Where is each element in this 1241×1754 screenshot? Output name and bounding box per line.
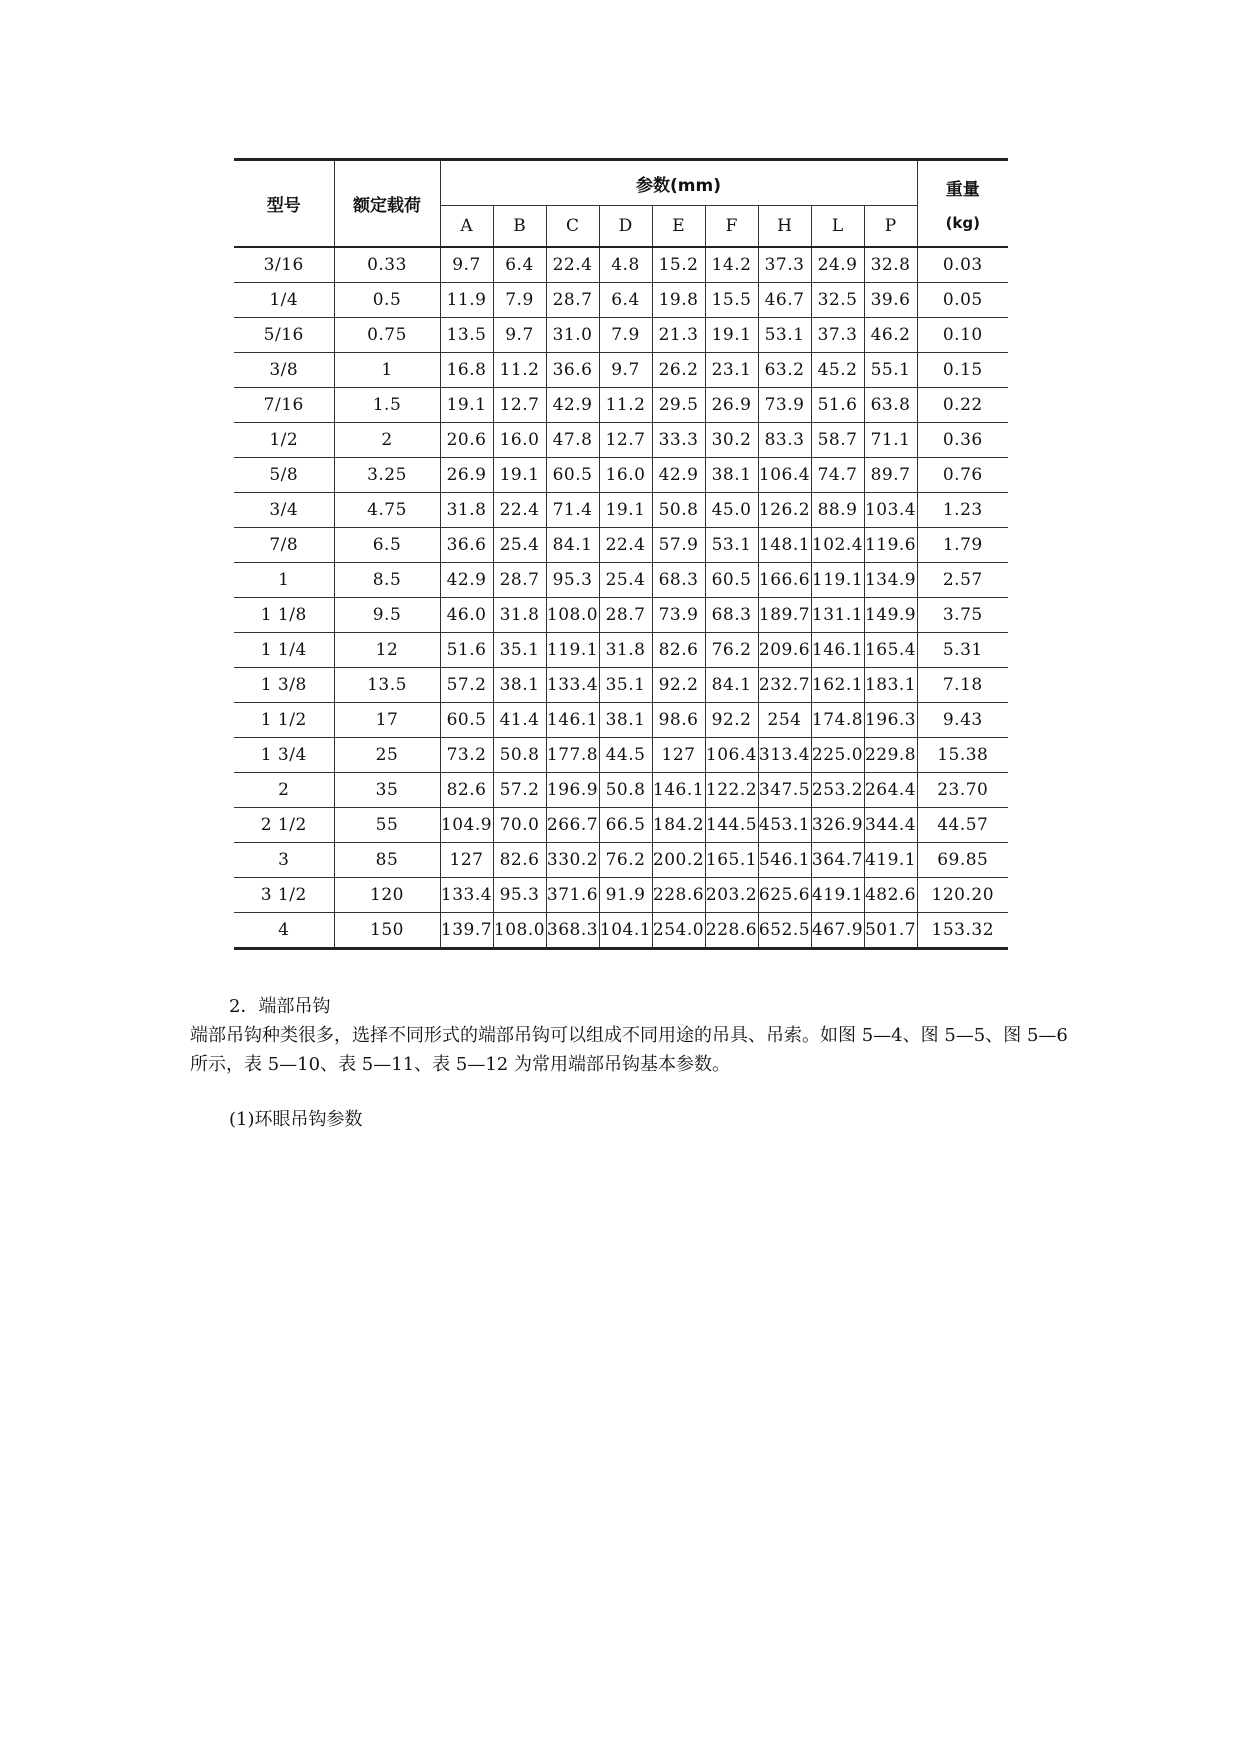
table-cell: 13.5 — [440, 318, 493, 353]
table-cell: 1 3/4 — [234, 738, 334, 773]
table-cell: 106.4 — [705, 738, 758, 773]
table-cell: 196.3 — [864, 703, 917, 738]
table-cell: 63.2 — [758, 353, 811, 388]
table-cell: 9.7 — [440, 247, 493, 283]
table-cell: 203.2 — [705, 878, 758, 913]
header-param-f: F — [705, 206, 758, 248]
table-cell: 1 — [234, 563, 334, 598]
table-cell: 5/16 — [234, 318, 334, 353]
table-cell: 119.1 — [811, 563, 864, 598]
table-cell: 71.4 — [546, 493, 599, 528]
table-body — [234, 247, 1008, 949]
table-cell: 19.1 — [705, 318, 758, 353]
table-cell: 1 1/8 — [234, 598, 334, 633]
table-cell: 1.79 — [917, 528, 1008, 563]
table-cell: 95.3 — [546, 563, 599, 598]
header-weight-label: 重量 — [945, 180, 980, 200]
table-cell: 1/4 — [234, 283, 334, 318]
table-row — [234, 773, 1008, 808]
table-cell: 42.9 — [440, 563, 493, 598]
table-cell: 53.1 — [758, 318, 811, 353]
table-cell: 264.4 — [864, 773, 917, 808]
table-cell: 1 1/2 — [234, 703, 334, 738]
header-param-d: D — [599, 206, 652, 248]
table-cell: 150 — [334, 913, 440, 949]
table-cell: 68.3 — [705, 598, 758, 633]
table-cell: 2 1/2 — [234, 808, 334, 843]
table-cell: 82.6 — [493, 843, 546, 878]
table-cell: 25 — [334, 738, 440, 773]
table-cell: 225.0 — [811, 738, 864, 773]
table-row — [234, 738, 1008, 773]
table-cell: 6.5 — [334, 528, 440, 563]
table-cell: 57.2 — [440, 668, 493, 703]
table-cell: 20.6 — [440, 423, 493, 458]
table-cell: 2 — [334, 423, 440, 458]
table-cell: 44.5 — [599, 738, 652, 773]
table-cell: 9.7 — [599, 353, 652, 388]
header-weight — [917, 160, 1008, 248]
table-cell: 3/4 — [234, 493, 334, 528]
table-cell: 174.8 — [811, 703, 864, 738]
table-cell: 127 — [440, 843, 493, 878]
table-cell: 368.3 — [546, 913, 599, 949]
table-cell: 165.4 — [864, 633, 917, 668]
table-cell: 45.2 — [811, 353, 864, 388]
table-cell: 19.1 — [440, 388, 493, 423]
table-cell: 0.75 — [334, 318, 440, 353]
table-cell: 2.57 — [917, 563, 1008, 598]
table-cell: 46.2 — [864, 318, 917, 353]
table-cell: 38.1 — [599, 703, 652, 738]
table-cell: 108.0 — [546, 598, 599, 633]
table-cell: 134.9 — [864, 563, 917, 598]
table-cell: 228.6 — [705, 913, 758, 949]
table-cell: 4.75 — [334, 493, 440, 528]
table-cell: 31.8 — [493, 598, 546, 633]
table-cell: 35.1 — [599, 668, 652, 703]
table-cell: 19.8 — [652, 283, 705, 318]
table-cell: 232.7 — [758, 668, 811, 703]
table-cell: 28.7 — [493, 563, 546, 598]
table-cell: 83.3 — [758, 423, 811, 458]
table-cell: 501.7 — [864, 913, 917, 949]
table-cell: 9.7 — [493, 318, 546, 353]
table-cell: 71.1 — [864, 423, 917, 458]
table-cell: 0.03 — [917, 247, 1008, 283]
table-cell: 30.2 — [705, 423, 758, 458]
table-cell: 28.7 — [546, 283, 599, 318]
table-cell: 39.6 — [864, 283, 917, 318]
table-cell: 120.20 — [917, 878, 1008, 913]
table-cell: 200.2 — [652, 843, 705, 878]
table-cell: 46.0 — [440, 598, 493, 633]
table-cell: 92.2 — [705, 703, 758, 738]
table-cell: 419.1 — [864, 843, 917, 878]
table-cell: 82.6 — [652, 633, 705, 668]
table-cell: 51.6 — [440, 633, 493, 668]
table-cell: 108.0 — [493, 913, 546, 949]
table-cell: 29.5 — [652, 388, 705, 423]
table-cell: 15.38 — [917, 738, 1008, 773]
table-cell: 0.22 — [917, 388, 1008, 423]
table-cell: 102.4 — [811, 528, 864, 563]
table-cell: 63.8 — [864, 388, 917, 423]
table-cell: 85 — [334, 843, 440, 878]
hook-parameter-table — [234, 158, 1008, 950]
table-cell: 31.0 — [546, 318, 599, 353]
table-cell: 482.6 — [864, 878, 917, 913]
table-cell: 119.1 — [546, 633, 599, 668]
table-cell: 47.8 — [546, 423, 599, 458]
table-cell: 76.2 — [599, 843, 652, 878]
table-row — [234, 528, 1008, 563]
table-row — [234, 423, 1008, 458]
table-cell: 95.3 — [493, 878, 546, 913]
table-cell: 0.10 — [917, 318, 1008, 353]
table-cell: 6.4 — [493, 247, 546, 283]
table-cell: 149.9 — [864, 598, 917, 633]
table-cell: 5.31 — [917, 633, 1008, 668]
table-cell: 12.7 — [493, 388, 546, 423]
table-cell: 91.9 — [599, 878, 652, 913]
table-cell: 652.5 — [758, 913, 811, 949]
table-cell: 127 — [652, 738, 705, 773]
table-cell: 31.8 — [440, 493, 493, 528]
table-cell: 25.4 — [493, 528, 546, 563]
table-cell: 2 — [234, 773, 334, 808]
table-cell: 7.9 — [493, 283, 546, 318]
table-cell: 3.75 — [917, 598, 1008, 633]
table-cell: 50.8 — [599, 773, 652, 808]
table-cell: 17 — [334, 703, 440, 738]
table-cell: 84.1 — [546, 528, 599, 563]
table-cell: 41.4 — [493, 703, 546, 738]
table-cell: 36.6 — [546, 353, 599, 388]
table-cell: 21.3 — [652, 318, 705, 353]
table-cell: 347.5 — [758, 773, 811, 808]
table-row — [234, 353, 1008, 388]
table-cell: 12 — [334, 633, 440, 668]
table-cell: 253.2 — [811, 773, 864, 808]
table-cell: 32.8 — [864, 247, 917, 283]
table-cell: 60.5 — [440, 703, 493, 738]
table-cell: 104.9 — [440, 808, 493, 843]
table-cell: 11.2 — [599, 388, 652, 423]
table-cell: 50.8 — [652, 493, 705, 528]
table-row — [234, 843, 1008, 878]
table-cell: 106.4 — [758, 458, 811, 493]
table-cell: 625.6 — [758, 878, 811, 913]
table-row — [234, 493, 1008, 528]
table-header — [234, 160, 1008, 248]
table-cell: 15.5 — [705, 283, 758, 318]
table-cell: 70.0 — [493, 808, 546, 843]
table-cell: 22.4 — [546, 247, 599, 283]
table-cell: 122.2 — [705, 773, 758, 808]
table-row — [234, 913, 1008, 949]
table-cell: 58.7 — [811, 423, 864, 458]
table-cell: 60.5 — [546, 458, 599, 493]
table-cell: 0.36 — [917, 423, 1008, 458]
table-cell: 144.5 — [705, 808, 758, 843]
table-cell: 57.9 — [652, 528, 705, 563]
table-cell: 229.8 — [864, 738, 917, 773]
table-cell: 23.1 — [705, 353, 758, 388]
table-cell: 22.4 — [493, 493, 546, 528]
table-cell: 37.3 — [758, 247, 811, 283]
table-cell: 76.2 — [705, 633, 758, 668]
table-cell: 1 — [334, 353, 440, 388]
table-cell: 38.1 — [493, 668, 546, 703]
table-cell: 26.9 — [440, 458, 493, 493]
table-cell: 146.1 — [811, 633, 864, 668]
table-cell: 11.2 — [493, 353, 546, 388]
table-cell: 546.1 — [758, 843, 811, 878]
table-cell: 254 — [758, 703, 811, 738]
table-cell: 419.1 — [811, 878, 864, 913]
table-cell: 177.8 — [546, 738, 599, 773]
body-paragraph: 端部吊钩种类很多，选择不同形式的端部吊钩可以组成不同用途的吊具、吊索。如图 5—4、图 5—5、图 5—6 所示，表 5—10、表 5—11、表 5—12 为常用端部吊钩基本参数。 — [190, 1025, 1068, 1075]
table-cell: 196.9 — [546, 773, 599, 808]
table-cell: 4 — [234, 913, 334, 949]
table-cell: 84.1 — [705, 668, 758, 703]
table-cell: 133.4 — [546, 668, 599, 703]
section-heading: 2．端部吊钩 — [229, 996, 331, 1017]
table-cell: 16.8 — [440, 353, 493, 388]
table-cell: 266.7 — [546, 808, 599, 843]
table-cell: 228.6 — [652, 878, 705, 913]
table-cell: 42.9 — [652, 458, 705, 493]
table-cell: 254.0 — [652, 913, 705, 949]
table-cell: 12.7 — [599, 423, 652, 458]
table-cell: 184.2 — [652, 808, 705, 843]
table-row — [234, 598, 1008, 633]
header-param-e: E — [652, 206, 705, 248]
table-cell: 364.7 — [811, 843, 864, 878]
table-cell: 1/2 — [234, 423, 334, 458]
table-cell: 0.15 — [917, 353, 1008, 388]
table-cell: 46.7 — [758, 283, 811, 318]
table-cell: 126.2 — [758, 493, 811, 528]
table-row — [234, 247, 1008, 283]
table-cell: 98.6 — [652, 703, 705, 738]
table-cell: 146.1 — [546, 703, 599, 738]
table-cell: 82.6 — [440, 773, 493, 808]
table-cell: 371.6 — [546, 878, 599, 913]
table-cell: 1 3/8 — [234, 668, 334, 703]
header-param-b: B — [493, 206, 546, 248]
header-param-p: P — [864, 206, 917, 248]
table-cell: 22.4 — [599, 528, 652, 563]
table-cell: 55.1 — [864, 353, 917, 388]
sub-heading: (1)环眼吊钩参数 — [229, 1109, 363, 1130]
table-cell: 133.4 — [440, 878, 493, 913]
table-cell: 0.76 — [917, 458, 1008, 493]
table-cell: 38.1 — [705, 458, 758, 493]
table-cell: 32.5 — [811, 283, 864, 318]
header-weight-unit: (kg) — [945, 214, 981, 232]
table-cell: 42.9 — [546, 388, 599, 423]
table-cell: 73.2 — [440, 738, 493, 773]
table-cell: 74.7 — [811, 458, 864, 493]
table-row — [234, 878, 1008, 913]
table-cell: 166.6 — [758, 563, 811, 598]
header-param-h: H — [758, 206, 811, 248]
table-cell: 119.6 — [864, 528, 917, 563]
table-row — [234, 318, 1008, 353]
table-cell: 68.3 — [652, 563, 705, 598]
table-cell: 5/8 — [234, 458, 334, 493]
table-row — [234, 563, 1008, 598]
table-cell: 0.05 — [917, 283, 1008, 318]
table-cell: 26.2 — [652, 353, 705, 388]
table-cell: 16.0 — [493, 423, 546, 458]
table-cell: 44.57 — [917, 808, 1008, 843]
table-cell: 31.8 — [599, 633, 652, 668]
table-cell: 73.9 — [652, 598, 705, 633]
table-cell: 139.7 — [440, 913, 493, 949]
table-cell: 1 1/4 — [234, 633, 334, 668]
table-cell: 162.1 — [811, 668, 864, 703]
table-cell: 1.5 — [334, 388, 440, 423]
table-cell: 4.8 — [599, 247, 652, 283]
table-cell: 3 — [234, 843, 334, 878]
table-cell: 13.5 — [334, 668, 440, 703]
table-cell: 453.1 — [758, 808, 811, 843]
table-cell: 165.1 — [705, 843, 758, 878]
table-row — [234, 283, 1008, 318]
table-cell: 28.7 — [599, 598, 652, 633]
table-row — [234, 388, 1008, 423]
table-row — [234, 808, 1008, 843]
table-cell: 23.70 — [917, 773, 1008, 808]
table-row — [234, 458, 1008, 493]
table-cell: 3.25 — [334, 458, 440, 493]
header-param-a: A — [440, 206, 493, 248]
table-cell: 7.18 — [917, 668, 1008, 703]
table-cell: 0.5 — [334, 283, 440, 318]
table-cell: 35.1 — [493, 633, 546, 668]
table-cell: 33.3 — [652, 423, 705, 458]
table-cell: 0.33 — [334, 247, 440, 283]
table-cell: 7/16 — [234, 388, 334, 423]
table-cell: 6.4 — [599, 283, 652, 318]
table-cell: 326.9 — [811, 808, 864, 843]
table-cell: 57.2 — [493, 773, 546, 808]
table-cell: 120 — [334, 878, 440, 913]
header-params-group: 参数(mm) — [440, 160, 917, 206]
table-cell: 55 — [334, 808, 440, 843]
table-cell: 3/8 — [234, 353, 334, 388]
parameter-table-container — [234, 158, 1004, 950]
table-cell: 66.5 — [599, 808, 652, 843]
table-cell: 51.6 — [811, 388, 864, 423]
table-cell: 103.4 — [864, 493, 917, 528]
header-param-l: L — [811, 206, 864, 248]
table-cell: 19.1 — [493, 458, 546, 493]
header-model: 型号 — [234, 160, 334, 248]
table-cell: 88.9 — [811, 493, 864, 528]
table-cell: 3/16 — [234, 247, 334, 283]
table-cell: 45.0 — [705, 493, 758, 528]
table-cell: 36.6 — [440, 528, 493, 563]
table-cell: 131.1 — [811, 598, 864, 633]
table-cell: 16.0 — [599, 458, 652, 493]
table-cell: 15.2 — [652, 247, 705, 283]
table-cell: 60.5 — [705, 563, 758, 598]
table-cell: 153.32 — [917, 913, 1008, 949]
table-row — [234, 668, 1008, 703]
table-cell: 7.9 — [599, 318, 652, 353]
table-cell: 344.4 — [864, 808, 917, 843]
table-cell: 3 1/2 — [234, 878, 334, 913]
table-cell: 183.1 — [864, 668, 917, 703]
table-cell: 37.3 — [811, 318, 864, 353]
table-cell: 330.2 — [546, 843, 599, 878]
table-cell: 209.6 — [758, 633, 811, 668]
table-cell: 73.9 — [758, 388, 811, 423]
table-row — [234, 703, 1008, 738]
table-cell: 146.1 — [652, 773, 705, 808]
header-param-c: C — [546, 206, 599, 248]
table-cell: 24.9 — [811, 247, 864, 283]
table-cell: 50.8 — [493, 738, 546, 773]
table-cell: 148.1 — [758, 528, 811, 563]
table-cell: 35 — [334, 773, 440, 808]
table-cell: 92.2 — [652, 668, 705, 703]
table-cell: 467.9 — [811, 913, 864, 949]
table-row — [234, 633, 1008, 668]
header-rated-load: 额定载荷 — [334, 160, 440, 248]
table-cell: 26.9 — [705, 388, 758, 423]
table-cell: 14.2 — [705, 247, 758, 283]
table-cell: 11.9 — [440, 283, 493, 318]
table-cell: 7/8 — [234, 528, 334, 563]
table-cell: 25.4 — [599, 563, 652, 598]
table-cell: 104.1 — [599, 913, 652, 949]
table-cell: 89.7 — [864, 458, 917, 493]
table-cell: 189.7 — [758, 598, 811, 633]
table-cell: 9.5 — [334, 598, 440, 633]
table-cell: 8.5 — [334, 563, 440, 598]
table-cell: 9.43 — [917, 703, 1008, 738]
table-cell: 53.1 — [705, 528, 758, 563]
table-cell: 313.4 — [758, 738, 811, 773]
table-cell: 69.85 — [917, 843, 1008, 878]
table-cell: 19.1 — [599, 493, 652, 528]
table-cell: 1.23 — [917, 493, 1008, 528]
